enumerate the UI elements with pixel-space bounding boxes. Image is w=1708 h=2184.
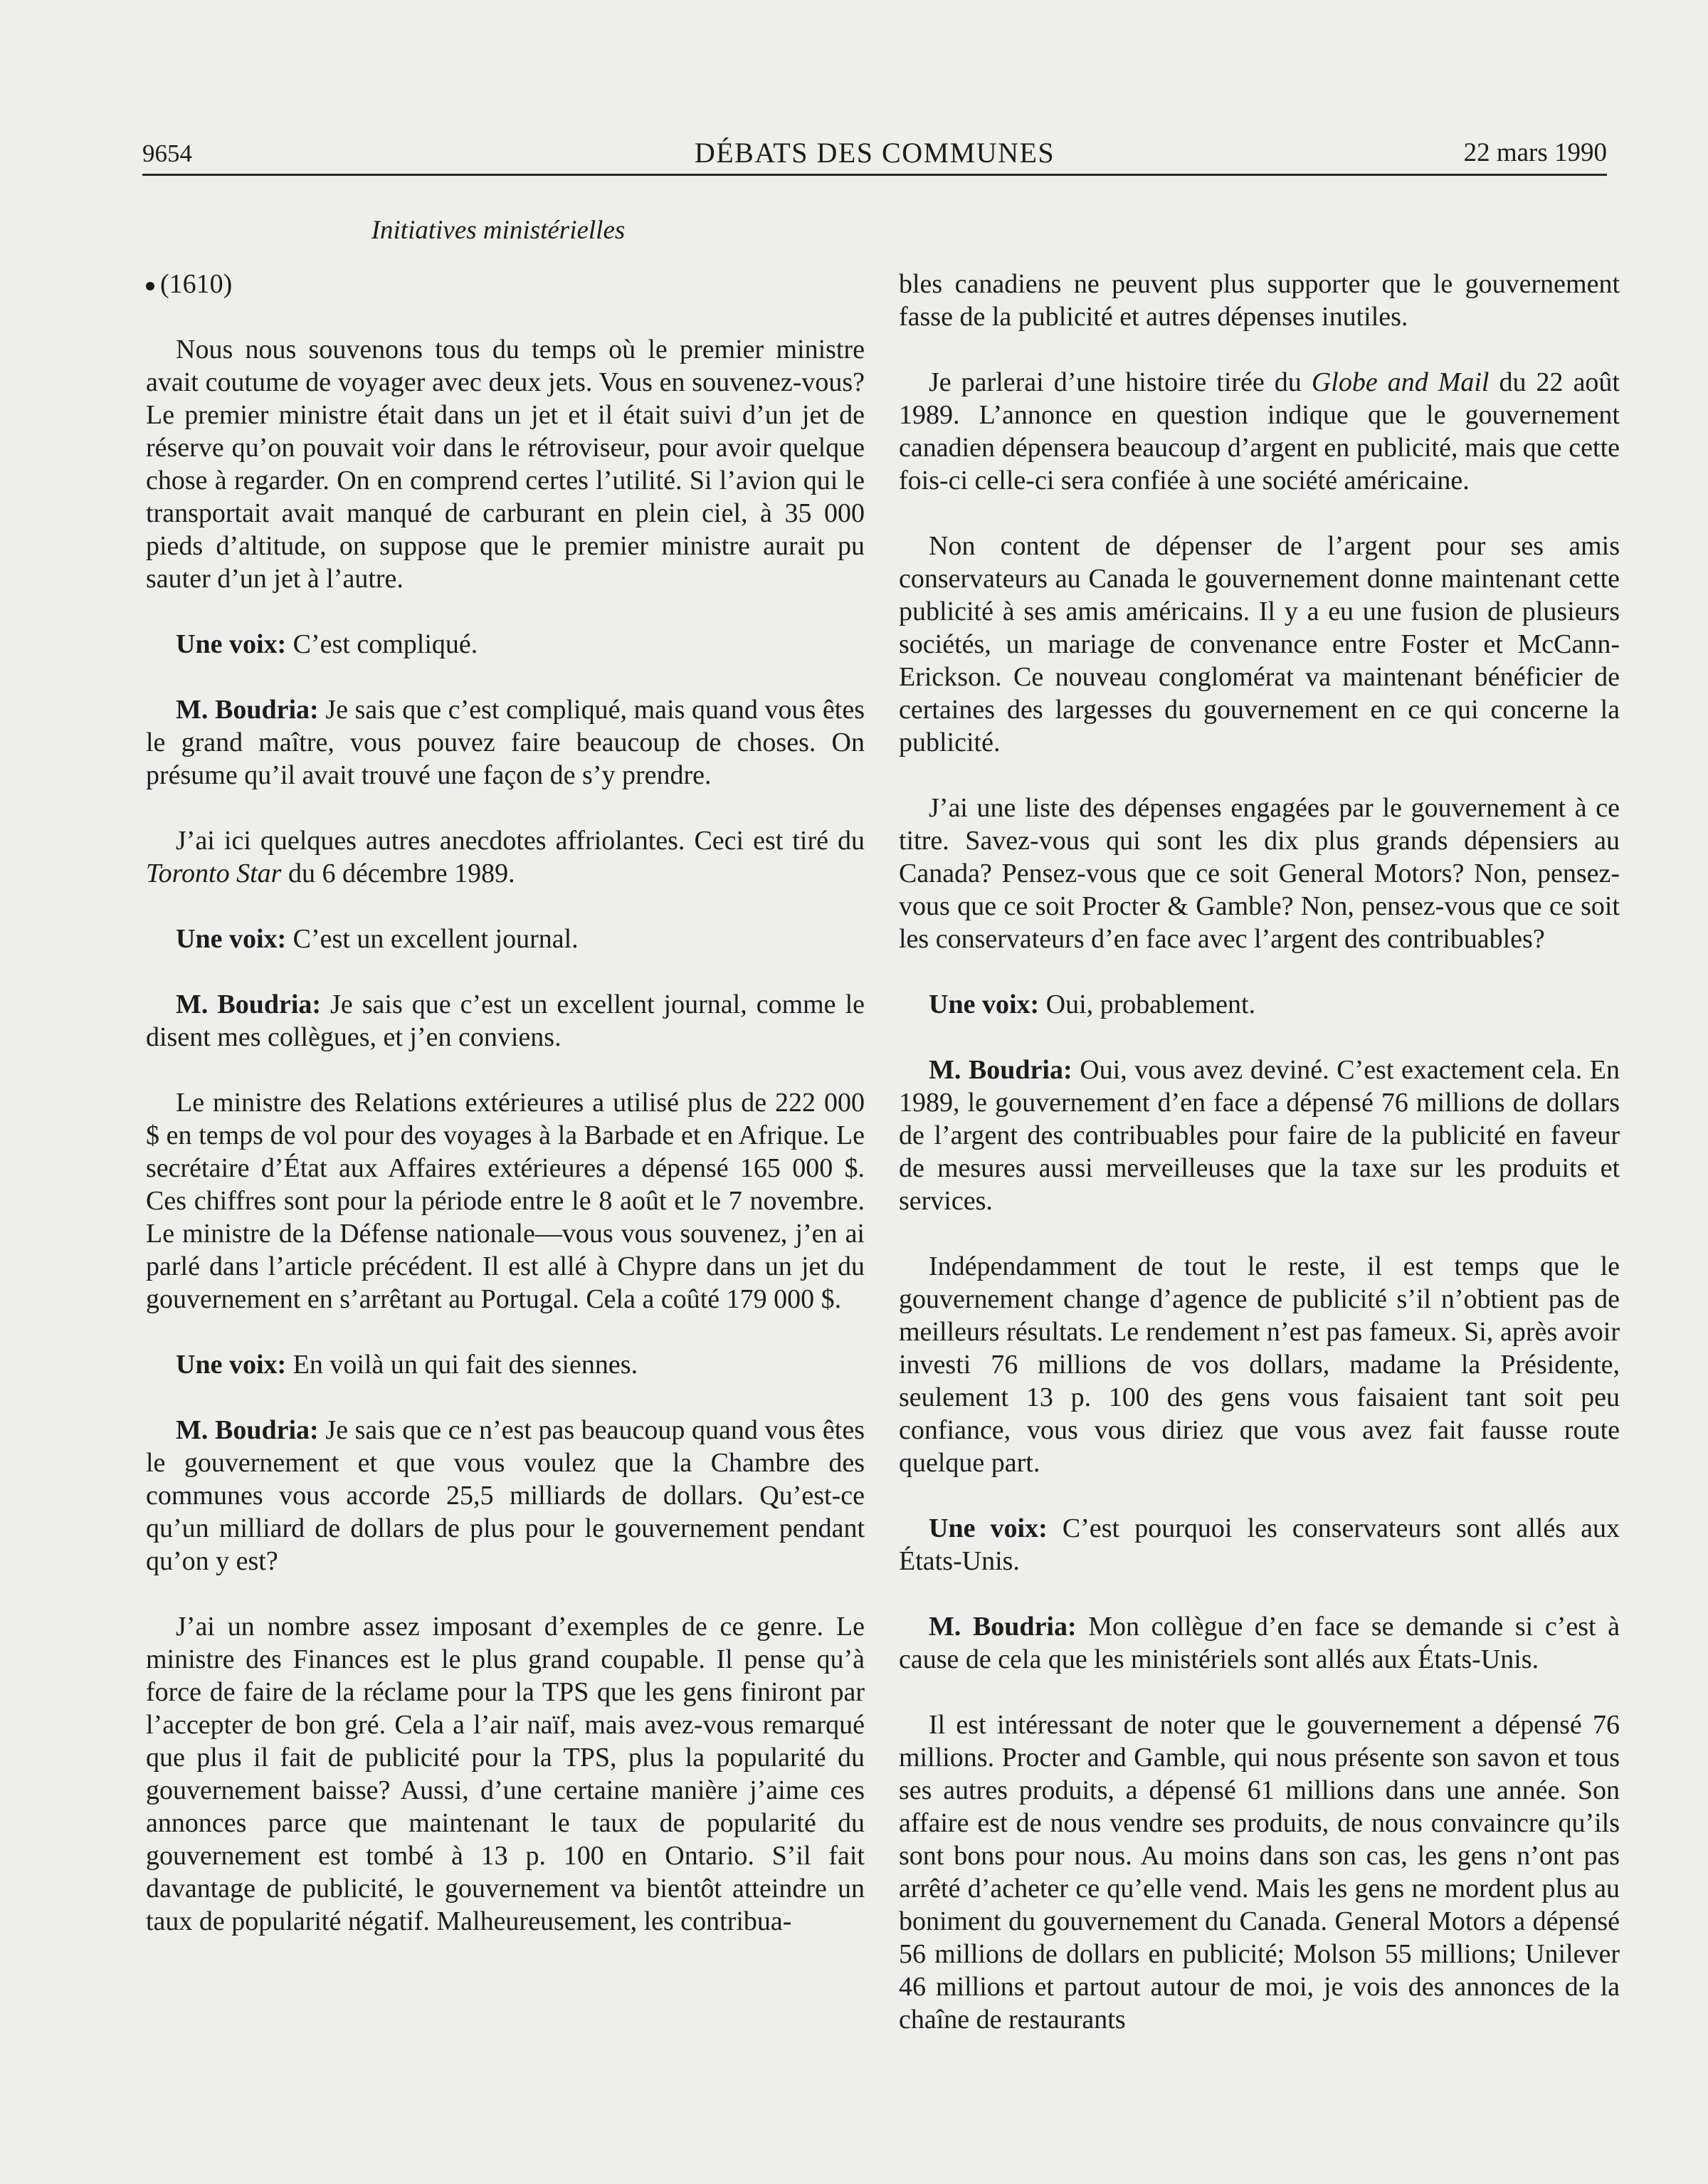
page-number: 9654 xyxy=(142,140,192,167)
speaker-name: M. Boudria: xyxy=(929,1055,1072,1085)
speaker-name: Une voix: xyxy=(176,629,287,659)
speech-text: C’est pourquoi les conservateurs sont allés aux États-Unis. xyxy=(899,1513,1620,1576)
speech xyxy=(146,628,865,661)
speech-text: Je sais que ce n’est pas beaucoup quand vous êtes le gouvernement et que vous voulez que la Chambre des communes vous accorde 25,5 milliards de dollars. Qu’est-ce qu’un milliard de dollars de plus pour le gouvernement pendant qu’on y est? xyxy=(146,1415,865,1576)
speech xyxy=(146,923,865,955)
speech-text: Oui, probablement. xyxy=(1039,989,1256,1019)
speech-text: Oui, vous avez deviné. C’est exactement cela. En 1989, le gouvernement d’en face a dépensé 76 millions de dollars de l’argent des contribuables pour faire de la publicité en faveur de mesures aussi merveilleuses que la taxe sur les produits et services. xyxy=(899,1055,1620,1216)
speech-text: C’est compliqué. xyxy=(286,629,478,659)
speech-text: En voilà un qui fait des siennes. xyxy=(286,1350,638,1380)
paragraph: Il est intéressant de noter que le gouvernement a dépensé 76 millions. Procter and Gamble, qui nous présente son savon et tous ses autres produits, a dépensé 61 millions dans une année. Son affaire est de nous vendre ses produits, de nous convaincre qu’ils sont bons pour nous. Au moins dans son cas, les gens n’ont pas arrêté d’acheter ce qu’elle vend. Mais les gens ne mordent plus au boniment du gouvernement du Canada. General Motors a dépensé 56 millions de dollars en publicité; Molson 55 millions; Unilever 46 millions et partout autour de moi, je vois des annonces de la chaîne de restaurants xyxy=(899,1710,1620,2035)
speaker-name: Une voix: xyxy=(176,924,287,954)
speaker-name: Une voix: xyxy=(929,989,1040,1019)
time-marker-text: (1610) xyxy=(160,269,233,299)
speech xyxy=(146,1414,865,1577)
speech-text: Je sais que c’est compliqué, mais quand vous êtes le grand maître, vous pouvez faire beaucoup de choses. On présume qu’il avait trouvé une façon de s’y prendre. xyxy=(146,695,865,790)
page-header xyxy=(142,134,1607,176)
section-title: Initiatives ministérielles xyxy=(371,216,626,245)
publication-date: 22 mars 1990 xyxy=(1463,138,1607,167)
speaker-name: Une voix: xyxy=(929,1513,1048,1543)
paragraph-text: du 22 août 1989. L’annonce en question indique que le gouvernement canadien dépensera beaucoup d’argent en publicité, mais que cette fois-ci celle-ci sera confiée à une société américaine. xyxy=(899,367,1620,495)
paragraph: Nous nous souvenons tous du temps où le premier ministre avait coutume de voyager avec deux jets. Vous en souvenez-vous? Le premier ministre était dans un jet et il était suivi d’un jet de réserve qu’on pouvait voir dans le rétroviseur, pour avoir quelque chose à regarder. On en comprend certes l’utilité. Si l’avion qui le transportait avait manqué de carburant en plein ciel, à 35 000 pieds d’altitude, on suppose que le premier ministre aurait pu sauter d’un jet à l’autre. xyxy=(146,335,865,594)
paragraph-text: Je parlerai d’une histoire tirée du xyxy=(929,367,1312,397)
paragraph: Le ministre des Relations extérieures a utilisé plus de 222 000 $ en temps de vol pour des voyages à la Barbade et en Afrique. Le secrétaire d’État aux Affaires extérieures a dépensé 165 000 $. Ces chiffres sont pour la période entre le 8 août et le 7 novembre. Le ministre de la Défense nationale—vous vous souvenez, j’en ai parlé dans l’article précédent. Il est allé à Chypre dans un jet du gouvernement en s’arrêtant au Portugal. Cela a coûté 179 000 $. xyxy=(146,1088,865,1314)
left-column xyxy=(146,268,865,1970)
paragraph xyxy=(146,824,865,890)
speaker-name: M. Boudria: xyxy=(176,989,322,1019)
right-column xyxy=(899,268,1620,2069)
speech-text: Je sais que c’est un excellent journal, comme le disent mes collègues, et j’en conviens. xyxy=(146,989,865,1052)
newspaper-title: Toronto Star xyxy=(146,859,282,888)
speech-text: C’est un excellent journal. xyxy=(286,924,579,954)
paragraph: Indépendamment de tout le reste, il est temps que le gouvernement change d’agence de publicité s’il n’obtient pas de meilleurs résultats. Le rendement n’est pas fameux. Si, après avoir investi 76 millions de vos dollars, madame la Présidente, seulement 13 p. 100 des gens vous faisaient tant soit peu confiance, vous vous diriez que vous avez fait fausse route quelque part. xyxy=(899,1251,1620,1478)
time-marker xyxy=(146,268,865,300)
speaker-name: M. Boudria: xyxy=(176,695,319,725)
paragraph xyxy=(899,366,1620,497)
speech xyxy=(146,1348,865,1381)
speech-text: Mon collègue d’en face se demande si c’est à cause de cela que les ministériels sont allés aux États-Unis. xyxy=(899,1612,1620,1674)
newspaper-title: Globe and Mail xyxy=(1311,367,1490,397)
bullet-icon xyxy=(146,282,154,290)
speech xyxy=(899,1610,1620,1676)
paragraph: J’ai une liste des dépenses engagées par le gouvernement à ce titre. Savez-vous qui sont les dix plus grands dépensiers au Canada? Pensez-vous que ce soit General Motors? Non, pensez-vous que ce soit Procter & Gamble? Non, pensez-vous que ce soit les conservateurs d’en face avec l’argent des contribuables? xyxy=(899,793,1620,954)
speech xyxy=(146,988,865,1054)
paragraph: bles canadiens ne peuvent plus supporter que le gouvernement fasse de la publicité et autres dépenses inutiles. xyxy=(899,269,1620,332)
speech xyxy=(899,988,1620,1021)
speaker-name: Une voix: xyxy=(176,1350,287,1380)
paragraph: J’ai un nombre assez imposant d’exemples de ce genre. Le ministre des Finances est le plus grand coupable. Il pense qu’à force de faire de la réclame pour la TPS que les gens finiront par l’accepter de bon gré. Cela a l’air naïf, mais avez-vous remarqué que plus il fait de publicité pour la TPS, plus la popularité du gouvernement baisse? Aussi, d’une certaine manière j’aime ces annonces parce que maintenant le taux de popularité du gouvernement est tombé à 13 p. 100 en Ontario. S’il fait davantage de publicité, le gouvernement va bientôt atteindre un taux de popularité négatif. Malheureusement, les contribua- xyxy=(146,1612,865,1936)
paragraph: Non content de dépenser de l’argent pour ses amis conservateurs au Canada le gouvernement donne maintenant cette publicité à ses amis américains. Il y a eu une fusion de plusieurs sociétés, un mariage de convenance entre Foster et McCann-Erickson. Ce nouveau conglomérat va maintenant bénéficier de certaines des largesses du gouvernement en ce qui concerne la publicité. xyxy=(899,531,1620,757)
speech xyxy=(146,693,865,792)
paragraph-text: du 6 décembre 1989. xyxy=(281,859,515,888)
speaker-name: M. Boudria: xyxy=(176,1415,319,1445)
publication-title: DÉBATS DES COMMUNES xyxy=(694,137,1055,169)
speaker-name: M. Boudria: xyxy=(929,1612,1077,1642)
speech xyxy=(899,1512,1620,1577)
paragraph-text: J’ai ici quelques autres anecdotes affriolantes. Ceci est tiré du xyxy=(176,826,865,856)
speech xyxy=(899,1054,1620,1217)
